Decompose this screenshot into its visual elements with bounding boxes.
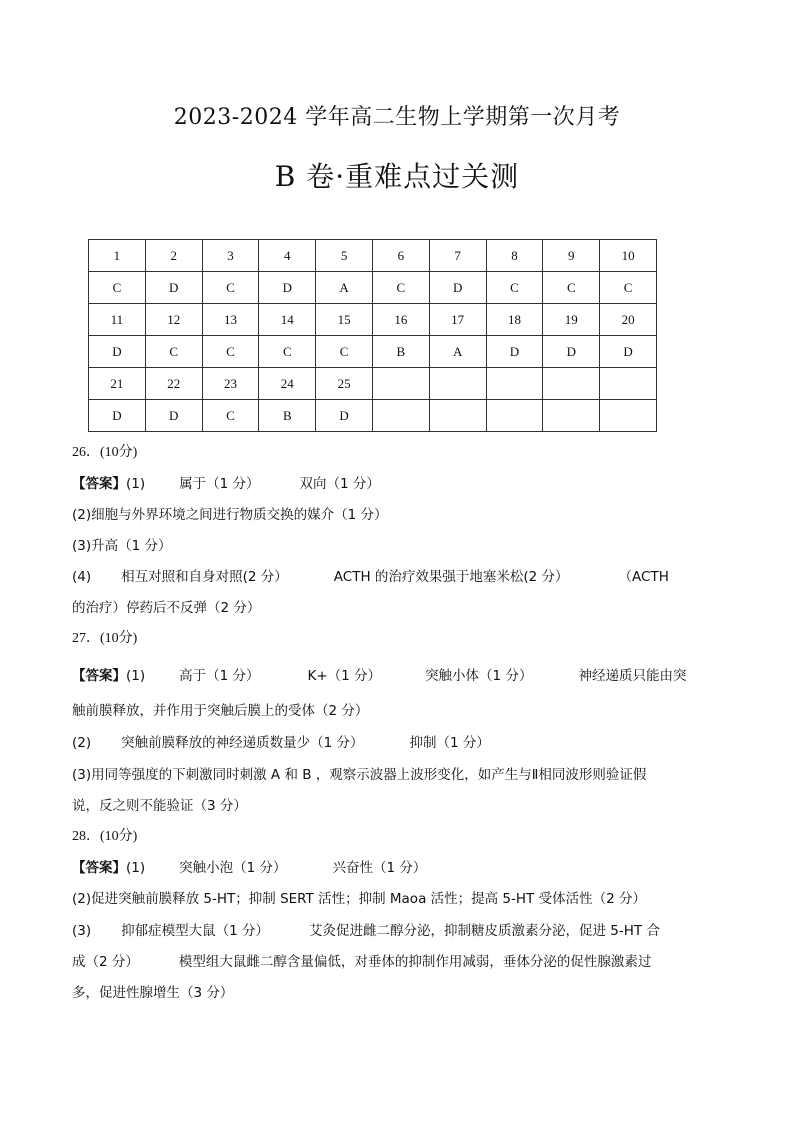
q28-part4-b: 模型组大鼠雌二醇含量偏低，对垂体的抑制作用减弱，垂体分泌的促性腺激素过 [178, 954, 652, 970]
question-number-cell: 2 [145, 240, 202, 272]
answer-cell: D [429, 272, 486, 304]
question-number-cell: 24 [259, 368, 316, 400]
question-number-cell [486, 368, 543, 400]
answer-table-row [89, 272, 657, 304]
q26-part4-b: ACTH 的治疗效果强于地塞米松(2 分） [333, 569, 569, 585]
question-number-cell: 5 [316, 240, 373, 272]
answer-cell: D [145, 272, 202, 304]
answer-cell: D [89, 336, 146, 368]
answer-cell [429, 400, 486, 432]
question-number-cell: 13 [202, 304, 259, 336]
answer-table-row [89, 304, 657, 336]
question-number-cell: 22 [145, 368, 202, 400]
question-number-cell: 10 [600, 240, 657, 272]
q27-line3 [72, 731, 490, 751]
question-number-cell: 7 [429, 240, 486, 272]
q28-line4 [72, 950, 651, 970]
question-number-cell: 16 [372, 304, 429, 336]
answer-table-row [89, 400, 657, 432]
q27-line5: 说，反之则不能验证（3 分） [72, 798, 247, 814]
question-number-cell [429, 368, 486, 400]
q27-line4: (3)用同等强度的下刺激同时刺激 A 和 B ，观察示波器上波形变化，如产生与Ⅱ相同波形则验证假 [72, 767, 647, 783]
question-number-cell: 12 [145, 304, 202, 336]
answer-cell: A [429, 336, 486, 368]
answer-cell: C [89, 272, 146, 304]
question-number-cell: 6 [372, 240, 429, 272]
q28-line1 [72, 856, 426, 876]
q28-part3-a: 抑郁症模型大鼠（1 分） [121, 923, 270, 939]
answer-cell: B [259, 400, 316, 432]
answer-tag: 【答案】 [72, 476, 126, 492]
question-number-cell: 19 [543, 304, 600, 336]
answer-cell: D [600, 336, 657, 368]
q28-part1-num: (1) [126, 860, 146, 876]
answer-cell: C [202, 336, 259, 368]
answer-cell [372, 400, 429, 432]
q28-part3-b: 艾灸促进雌二醇分泌，抑制糖皮质激素分泌，促进 5-HT 合 [309, 923, 660, 939]
q28-heading: 28．(10分) [72, 829, 138, 844]
answer-table-row [89, 368, 657, 400]
question-number-cell: 8 [486, 240, 543, 272]
q28-part1-a: 突触小泡（1 分） [179, 860, 287, 876]
q26-part1-a: 属于（1 分） [179, 476, 260, 492]
q27-heading: 27．(10分) [72, 631, 138, 646]
question-number-cell: 21 [89, 368, 146, 400]
answer-cell: D [89, 400, 146, 432]
q28-line5: 多，促进性腺增生（3 分） [72, 985, 234, 1001]
answer-cell [543, 400, 600, 432]
q26-line4 [72, 565, 669, 585]
q26-heading: 26．(10分) [72, 445, 138, 460]
q26-part4-num: (4) [72, 569, 92, 585]
question-number-cell: 20 [600, 304, 657, 336]
question-number-cell: 11 [89, 304, 146, 336]
q27-part1-c: 突触小体（1 分） [425, 668, 533, 684]
q26-part1-b: 双向（1 分） [299, 476, 380, 492]
answer-cell [600, 400, 657, 432]
question-number-cell: 4 [259, 240, 316, 272]
q28-part3-num: (3) [72, 923, 92, 939]
answer-cell: D [543, 336, 600, 368]
question-number-cell: 15 [316, 304, 373, 336]
q26-line1 [72, 472, 380, 492]
q26-line3: (3)升高（1 分） [72, 538, 172, 554]
answer-cell: C [486, 272, 543, 304]
answer-table-row [89, 240, 657, 272]
question-number-cell: 25 [316, 368, 373, 400]
answer-table [88, 239, 657, 432]
answer-cell: C [145, 336, 202, 368]
question-number-cell [543, 368, 600, 400]
answer-cell: D [316, 400, 373, 432]
answer-table-row [89, 336, 657, 368]
page-title: 2023-2024 学年高二生物上学期第一次月考 [173, 105, 621, 130]
answer-tag: 【答案】 [72, 668, 126, 684]
answer-cell: C [600, 272, 657, 304]
q26-line2: (2)细胞与外界环境之间进行物质交换的媒介（1 分） [72, 507, 388, 523]
q26-part1-num: (1) [126, 476, 146, 492]
q28-part1-b: 兴奋性（1 分） [332, 860, 427, 876]
answer-cell: A [316, 272, 373, 304]
q27-part1-num: (1) [126, 668, 146, 684]
answer-cell: C [259, 336, 316, 368]
question-number-cell: 17 [429, 304, 486, 336]
q28-line2: (2)促进突触前膜释放 5-HT；抑制 SERT 活性；抑制 Maoa 活性；提高 5-HT 受体活性（2 分） [72, 891, 646, 907]
answer-cell: C [202, 400, 259, 432]
q27-part1-d: 神经递质只能由突 [578, 668, 687, 684]
answer-cell: B [372, 336, 429, 368]
answer-cell: C [543, 272, 600, 304]
q27-part2-a: 突触前膜释放的神经递质数量少（1 分） [121, 735, 364, 751]
question-number-cell [372, 368, 429, 400]
answer-cell: C [202, 272, 259, 304]
question-number-cell: 18 [486, 304, 543, 336]
answer-tag: 【答案】 [72, 860, 126, 876]
q27-part1-a: 高于（1 分） [179, 668, 260, 684]
question-number-cell: 14 [259, 304, 316, 336]
answer-cell [486, 400, 543, 432]
q27-part1-b: K+（1 分） [307, 668, 382, 684]
q28-line3 [72, 919, 660, 939]
question-number-cell: 9 [543, 240, 600, 272]
q26-part4-a: 相互对照和自身对照(2 分） [121, 569, 288, 585]
answer-cell: D [259, 272, 316, 304]
question-number-cell: 23 [202, 368, 259, 400]
q27-part2-num: (2) [72, 735, 92, 751]
q26-line5: 的治疗）停药后不反弹（2 分） [72, 600, 261, 616]
q27-line2: 触前膜释放，并作用于突触后膜上的受体（2 分） [72, 703, 369, 719]
q27-part2-b: 抑制（1 分） [409, 735, 490, 751]
question-number-cell: 1 [89, 240, 146, 272]
answer-cell: C [316, 336, 373, 368]
page-subtitle: B 卷·重难点过关测 [274, 160, 520, 193]
q27-line1 [72, 664, 686, 684]
question-number-cell [600, 368, 657, 400]
q26-part4-c: （ACTH [618, 569, 669, 585]
answer-cell: D [486, 336, 543, 368]
answer-cell: C [372, 272, 429, 304]
question-number-cell: 3 [202, 240, 259, 272]
q28-part4-a: 成（2 分） [72, 954, 139, 970]
answer-cell: D [145, 400, 202, 432]
